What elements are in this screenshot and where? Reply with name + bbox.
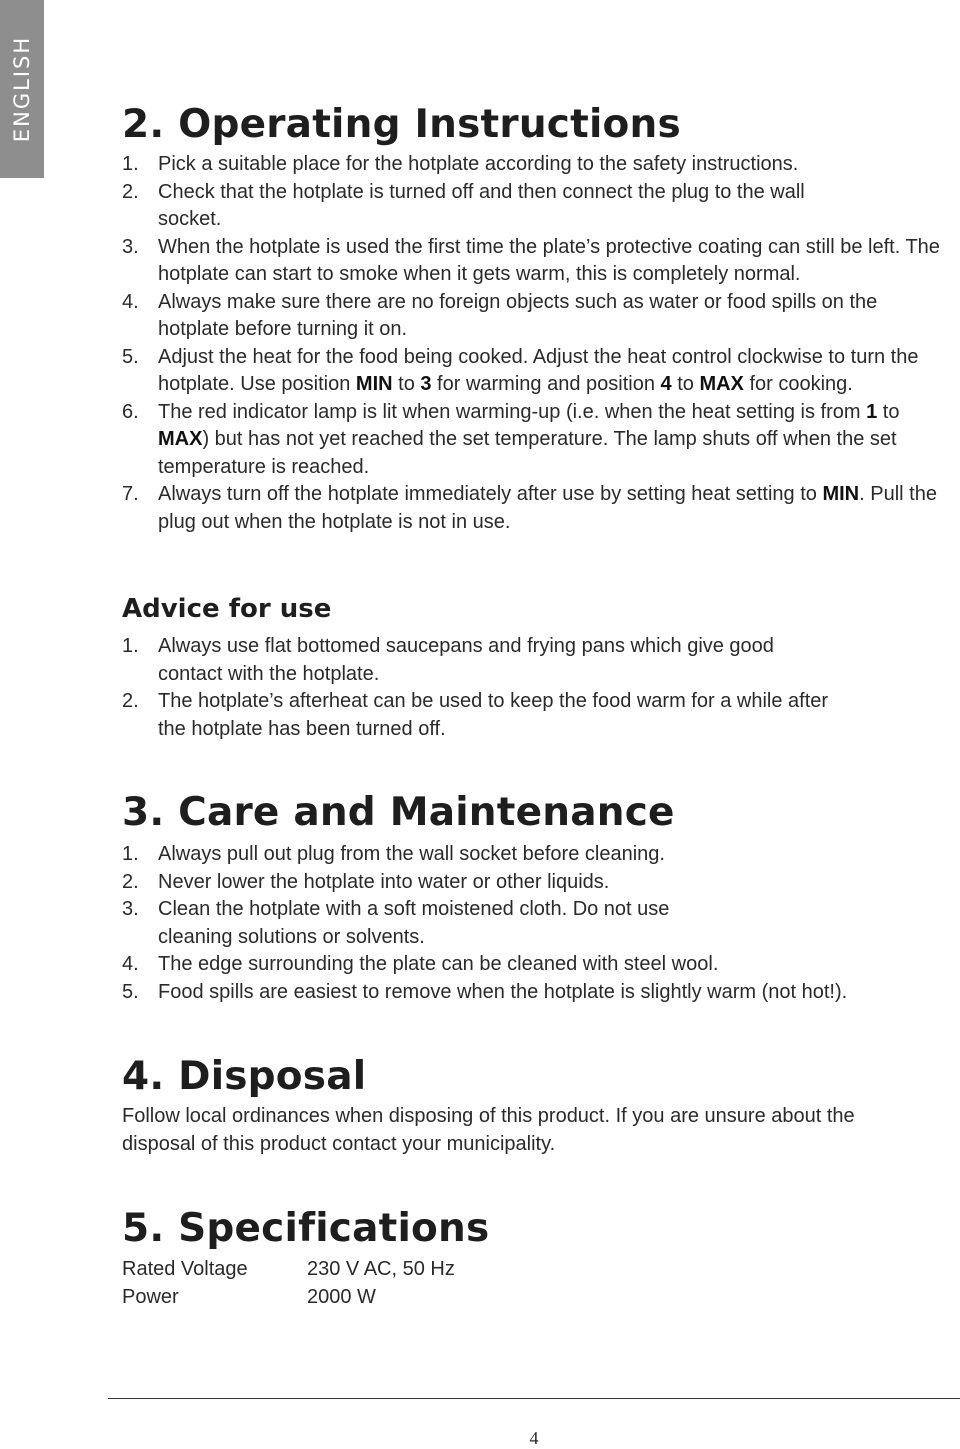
list-item — [122, 979, 942, 1007]
item-text: Pick a suitable place for the hotplate according to the safety instructions. — [158, 153, 799, 175]
list-item — [122, 688, 942, 743]
item-number: 7. — [122, 483, 139, 505]
item-text: The edge surrounding the plate can be cleaned with steel wool. — [158, 953, 719, 975]
item-number: 6. — [122, 400, 139, 423]
item-number: 3. — [122, 898, 139, 920]
list-item — [122, 869, 942, 897]
list-item — [122, 951, 942, 979]
item-text: The hotplate’s afterheat can be used to keep the food warm for a while after the hotplate has been turned off. — [158, 690, 829, 740]
disposal-text: Follow local ordinances when disposing of this product. If you are unsure about the disposal of this product contact your municipality. — [122, 1105, 855, 1155]
setting-4: 4 — [660, 373, 672, 395]
setting-min: MIN — [355, 373, 393, 395]
item-number: 4. — [122, 290, 139, 313]
list-item — [122, 633, 942, 688]
item-number: 5. — [122, 980, 139, 1003]
item-text: Adjust the heat for the food being cooked. Adjust the heat control clockwise to turn the hotplate. Use position MIN to 3 for warming and position 4 to MAX for cooking. — [158, 345, 919, 395]
spec-row — [122, 1284, 722, 1312]
item-text: When the hotplate is used the first time the plate’s protective coating can still be left. The hotplate can start to smoke when it gets warm, this is completely normal. — [158, 235, 940, 285]
item-number: 2. — [122, 180, 139, 203]
setting-max: MAX — [699, 373, 744, 395]
item-text: Food spills are easiest to remove when the hotplate is slightly warm (not hot!). — [158, 980, 848, 1003]
item-number: 1. — [122, 153, 139, 175]
item-number: 3. — [122, 235, 139, 258]
item-number: 1. — [122, 843, 139, 865]
setting-max: MAX — [158, 428, 203, 450]
language-tab-label: ENGLISH — [10, 35, 34, 143]
item-number: 4. — [122, 953, 139, 975]
list-item — [122, 344, 942, 399]
specifications-heading: 5. Specifications — [122, 1206, 490, 1251]
list-item — [122, 179, 942, 234]
spec-label: Rated Voltage — [122, 1258, 248, 1280]
list-item — [122, 896, 942, 951]
advice-list — [122, 633, 942, 743]
spec-label: Power — [122, 1285, 179, 1308]
item-text: Always use flat bottomed saucepans and frying pans which give good contact with the hotplate. — [158, 635, 774, 685]
item-text: Clean the hotplate with a soft moistened cloth. Do not use cleaning solutions or solvents. — [158, 898, 670, 948]
care-maintenance-list — [122, 841, 942, 1006]
footer-divider — [108, 1398, 960, 1399]
setting-min: MIN — [822, 483, 860, 505]
list-item — [122, 151, 942, 179]
page-number: 4 — [529, 1428, 539, 1448]
disposal-heading: 4. Disposal — [122, 1054, 367, 1099]
specifications-table — [122, 1256, 722, 1311]
item-text: The red indicator lamp is lit when warming-up (i.e. when the heat setting is from 1 to MAX) but has not yet reached the set temperature. The lamp shuts off when the set temperature is reached. — [158, 400, 900, 478]
list-item — [122, 841, 942, 869]
list-item — [122, 399, 942, 482]
item-number: 5. — [122, 345, 139, 368]
operating-instructions-list — [122, 151, 942, 536]
item-text: Check that the hotplate is turned off and then connect the plug to the wall socket. — [158, 180, 805, 230]
advice-heading: Advice for use — [122, 594, 332, 624]
operating-instructions-heading: 2. Operating Instructions — [122, 102, 681, 147]
list-item — [122, 481, 942, 536]
setting-3: 3 — [420, 373, 432, 395]
item-text: Always pull out plug from the wall socket before cleaning. — [158, 843, 665, 865]
list-item — [122, 234, 942, 289]
list-item — [122, 289, 942, 344]
item-number: 1. — [122, 635, 139, 657]
item-text: Never lower the hotplate into water or other liquids. — [158, 870, 610, 893]
item-text: Always turn off the hotplate immediately after use by setting heat setting to MIN. Pull the plug out when the hotplate is not in use. — [158, 483, 937, 533]
item-text: Always make sure there are no foreign objects such as water or food spills on the hotplate before turning it on. — [158, 290, 878, 340]
spec-row — [122, 1256, 722, 1284]
spec-value: 230 V AC, 50 Hz — [307, 1258, 455, 1280]
care-maintenance-heading: 3. Care and Maintenance — [122, 790, 675, 835]
setting-1: 1 — [866, 400, 878, 423]
spec-value: 2000 W — [307, 1285, 376, 1308]
language-tab — [0, 0, 44, 178]
item-number: 2. — [122, 870, 139, 893]
item-number: 2. — [122, 690, 139, 712]
